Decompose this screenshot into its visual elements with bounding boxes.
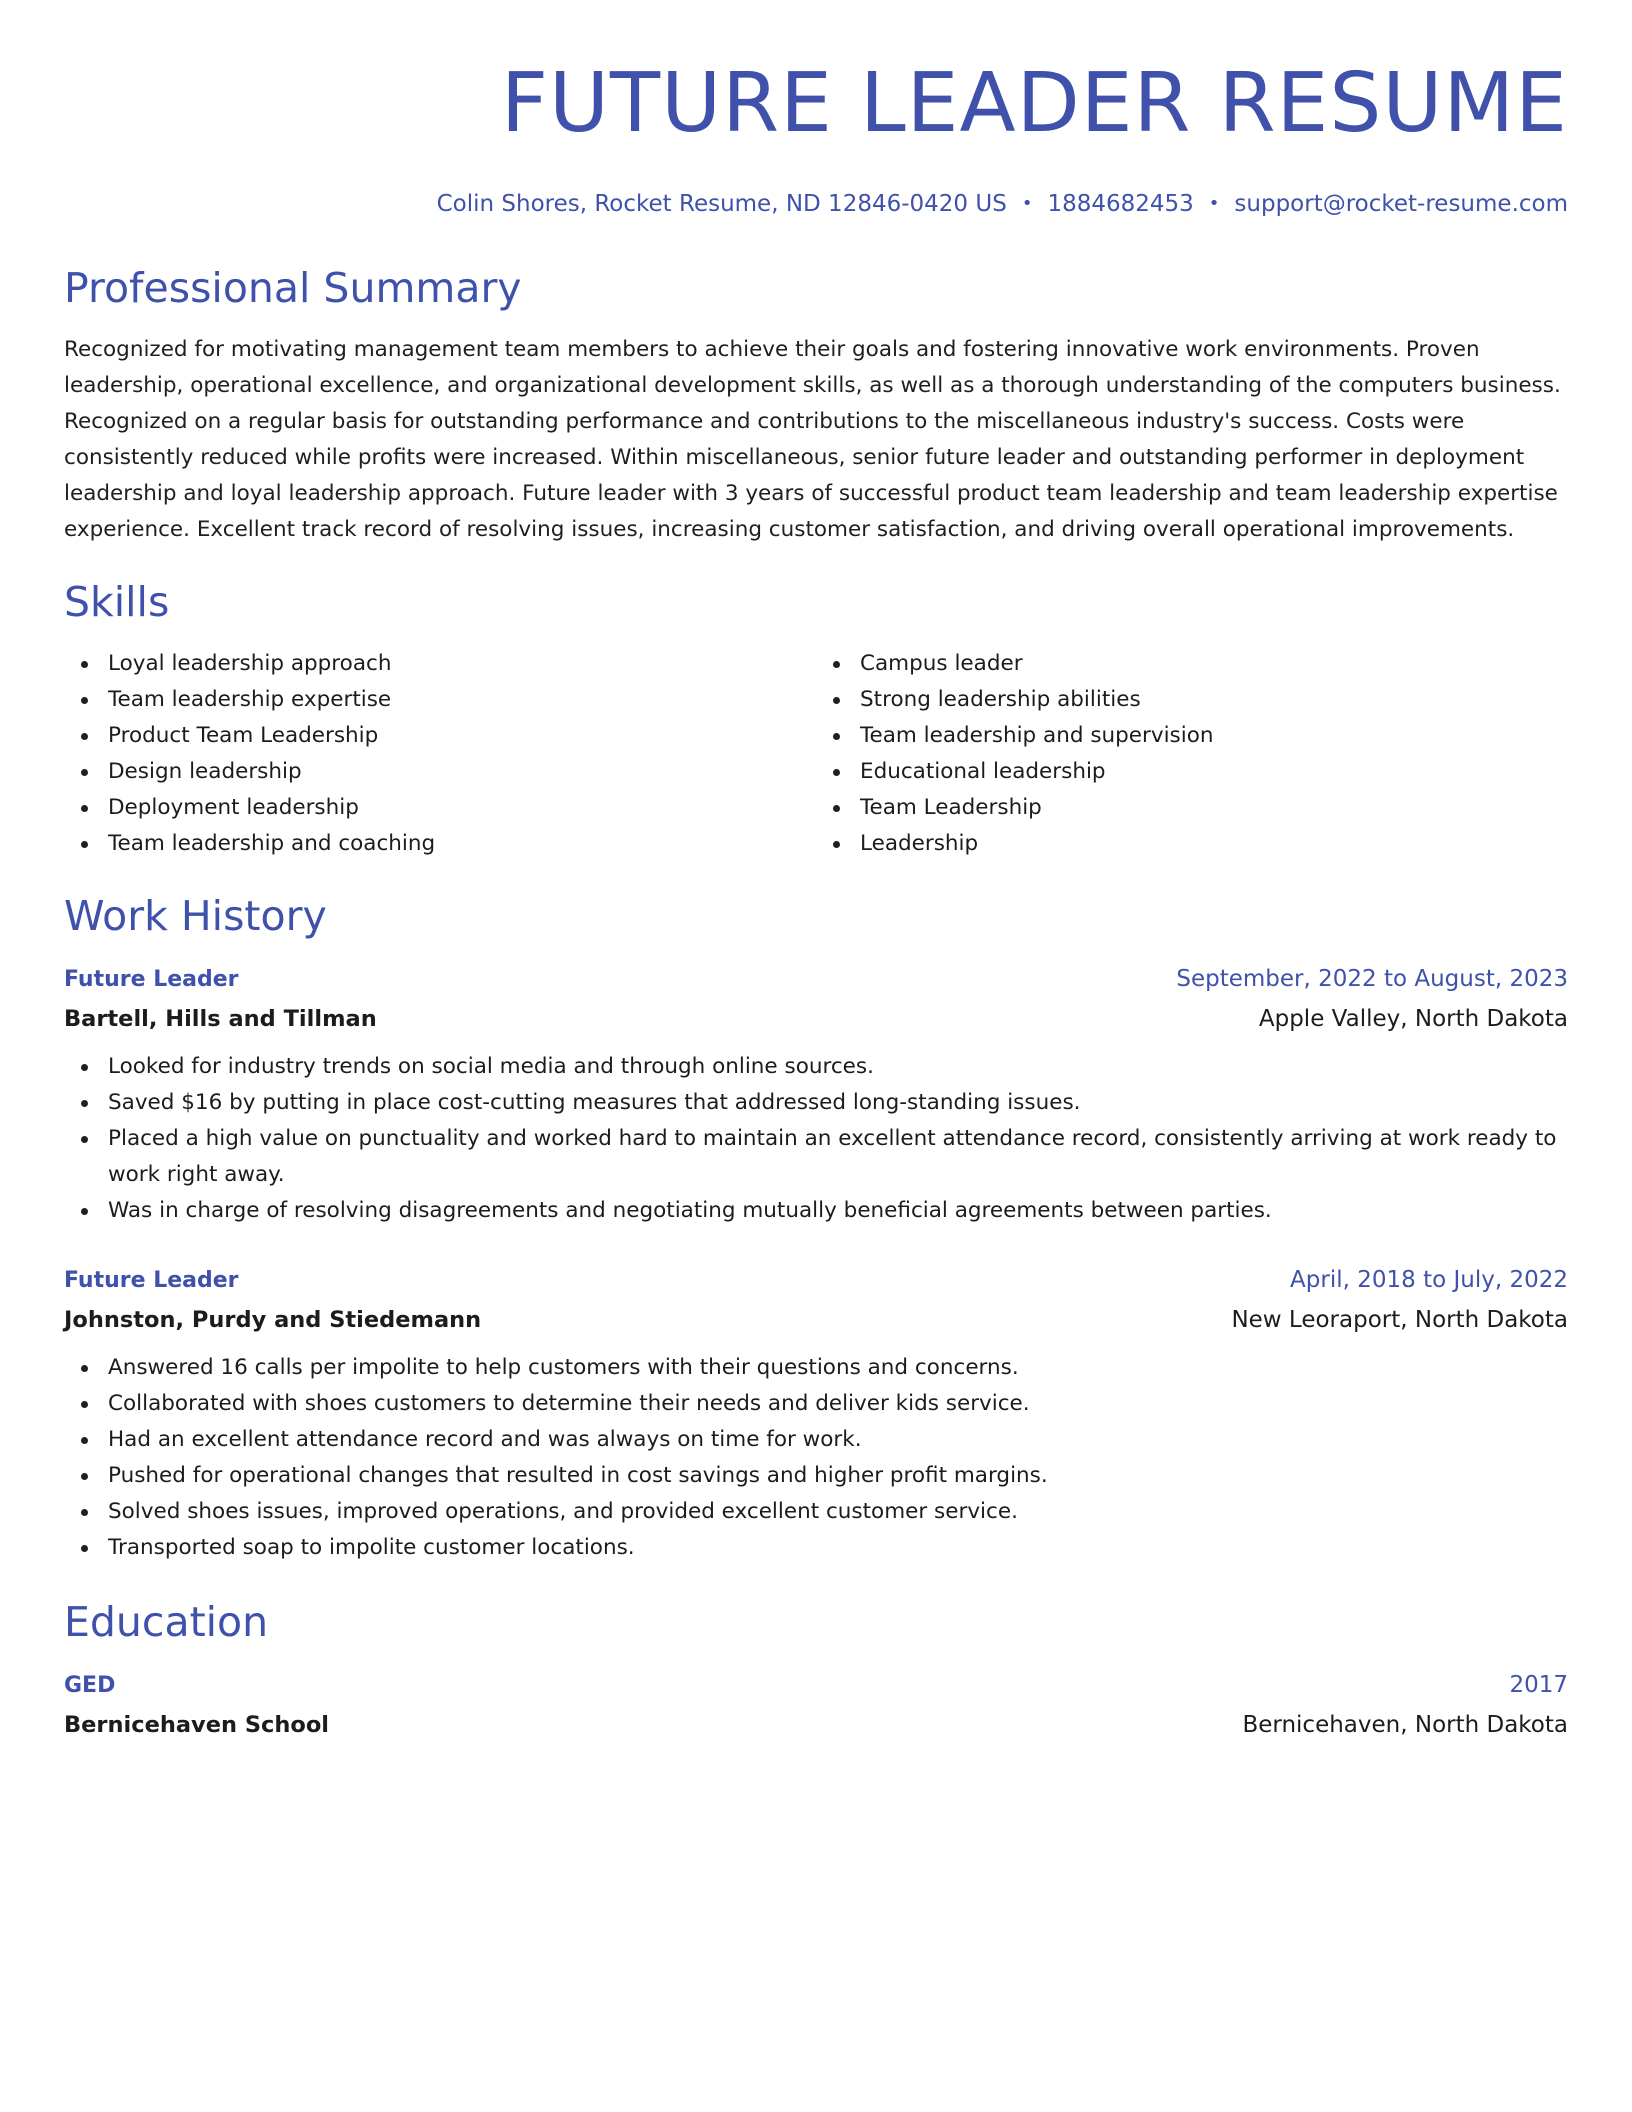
- skill-item: Product Team Leadership: [108, 718, 816, 754]
- skill-item: Leadership: [860, 826, 1568, 862]
- section-heading-work-history: Work History: [64, 892, 327, 940]
- job-entry: [64, 1261, 1568, 1566]
- job-bullet: Collaborated with shoes customers to determine their needs and deliver kids service.: [108, 1386, 1568, 1422]
- work-history-section: [64, 890, 1568, 1566]
- resume-title: FUTURE LEADER RESUME: [500, 56, 1568, 151]
- job-company: Johnston, Purdy and Stiedemann: [64, 1307, 482, 1333]
- skill-item: Design leadership: [108, 754, 816, 790]
- summary-section: [64, 262, 1568, 548]
- skills-column-left: [64, 646, 816, 862]
- job-bullet: Answered 16 calls per impolite to help customers with their questions and concerns.: [108, 1350, 1568, 1386]
- education-degree-row: [64, 1666, 1568, 1705]
- job-location: Apple Valley, North Dakota: [1258, 1006, 1568, 1032]
- contact-address: Colin Shores, Rocket Resume, ND 12846-0420 US: [436, 191, 1007, 217]
- job-location: New Leoraport, North Dakota: [1231, 1307, 1568, 1333]
- job-bullet: Placed a high value on punctuality and worked hard to maintain an excellent attendance record, consistently arriving at work ready to work right away.: [108, 1121, 1568, 1193]
- job-bullet: Saved $16 by putting in place cost-cutting measures that addressed long-standing issues.: [108, 1085, 1568, 1121]
- summary-text: Recognized for motivating management team members to achieve their goals and fostering innovative work environments. Proven leadership, operational excellence, and organizational development skills, as well as a thorough understanding of the computers business. Recognized on a regular basis for outstanding performance and contributions to the miscellaneous industry's success. Costs were consistently reduced while profits were increased. Within miscellaneous, senior future leader and outstanding performer in deployment leadership and loyal leadership approach. Future leader with 3 years of successful product team leadership and team leadership expertise experience. Excellent track record of resolving issues, increasing customer satisfaction, and driving overall operational improvements.: [64, 337, 1561, 542]
- education-year: 2017: [1509, 1672, 1568, 1698]
- section-heading-education: Education: [64, 1598, 269, 1646]
- skill-item: Strong leadership abilities: [860, 682, 1568, 718]
- education-location: Bernicehaven, North Dakota: [1242, 1712, 1568, 1738]
- job-title-row: [64, 1261, 1568, 1300]
- skill-item: Team leadership and coaching: [108, 826, 816, 862]
- job-bullet: Pushed for operational changes that resulted in cost savings and higher profit margins.: [108, 1458, 1568, 1494]
- section-heading-summary: Professional Summary: [64, 264, 522, 312]
- skill-item: Campus leader: [860, 646, 1568, 682]
- skills-grid: [64, 646, 1568, 862]
- job-bullet: Had an excellent attendance record and was always on time for work.: [108, 1422, 1568, 1458]
- job-title: Future Leader: [64, 967, 239, 992]
- contact-separator: •: [1021, 193, 1033, 214]
- education-school-row: [64, 1705, 1568, 1745]
- contact-line: [64, 188, 1568, 220]
- resume-header: [64, 56, 1568, 220]
- section-heading-skills: Skills: [64, 578, 170, 626]
- job-dates: September, 2022 to August, 2023: [1176, 966, 1568, 992]
- job-bullet: Solved shoes issues, improved operations, and provided excellent customer service.: [108, 1494, 1568, 1530]
- job-bullets: [64, 1049, 1568, 1229]
- job-company: Bartell, Hills and Tillman: [64, 1006, 377, 1032]
- skill-item: Educational leadership: [860, 754, 1568, 790]
- education-degree: GED: [64, 1673, 116, 1698]
- job-company-row: [64, 999, 1568, 1039]
- job-title-row: [64, 960, 1568, 999]
- job-bullets: [64, 1350, 1568, 1566]
- job-title: Future Leader: [64, 1268, 239, 1293]
- job-bullet: Looked for industry trends on social media and through online sources.: [108, 1049, 1568, 1085]
- education-school: Bernicehaven School: [64, 1712, 330, 1738]
- skill-item: Team leadership expertise: [108, 682, 816, 718]
- job-bullet: Was in charge of resolving disagreements and negotiating mutually beneficial agreements between parties.: [108, 1193, 1568, 1229]
- contact-email: support@rocket-resume.com: [1234, 191, 1568, 217]
- job-dates: April, 2018 to July, 2022: [1290, 1267, 1568, 1293]
- job-entry: [64, 960, 1568, 1229]
- education-entry: [64, 1666, 1568, 1745]
- contact-separator: •: [1208, 193, 1220, 214]
- job-bullet: Transported soap to impolite customer locations.: [108, 1530, 1568, 1566]
- skill-item: Deployment leadership: [108, 790, 816, 826]
- skill-item: Team leadership and supervision: [860, 718, 1568, 754]
- job-company-row: [64, 1300, 1568, 1340]
- skills-column-right: [816, 646, 1568, 862]
- contact-phone: 1884682453: [1047, 191, 1194, 217]
- education-section: [64, 1596, 1568, 1745]
- skill-item: Loyal leadership approach: [108, 646, 816, 682]
- skills-section: [64, 576, 1568, 862]
- skill-item: Team Leadership: [860, 790, 1568, 826]
